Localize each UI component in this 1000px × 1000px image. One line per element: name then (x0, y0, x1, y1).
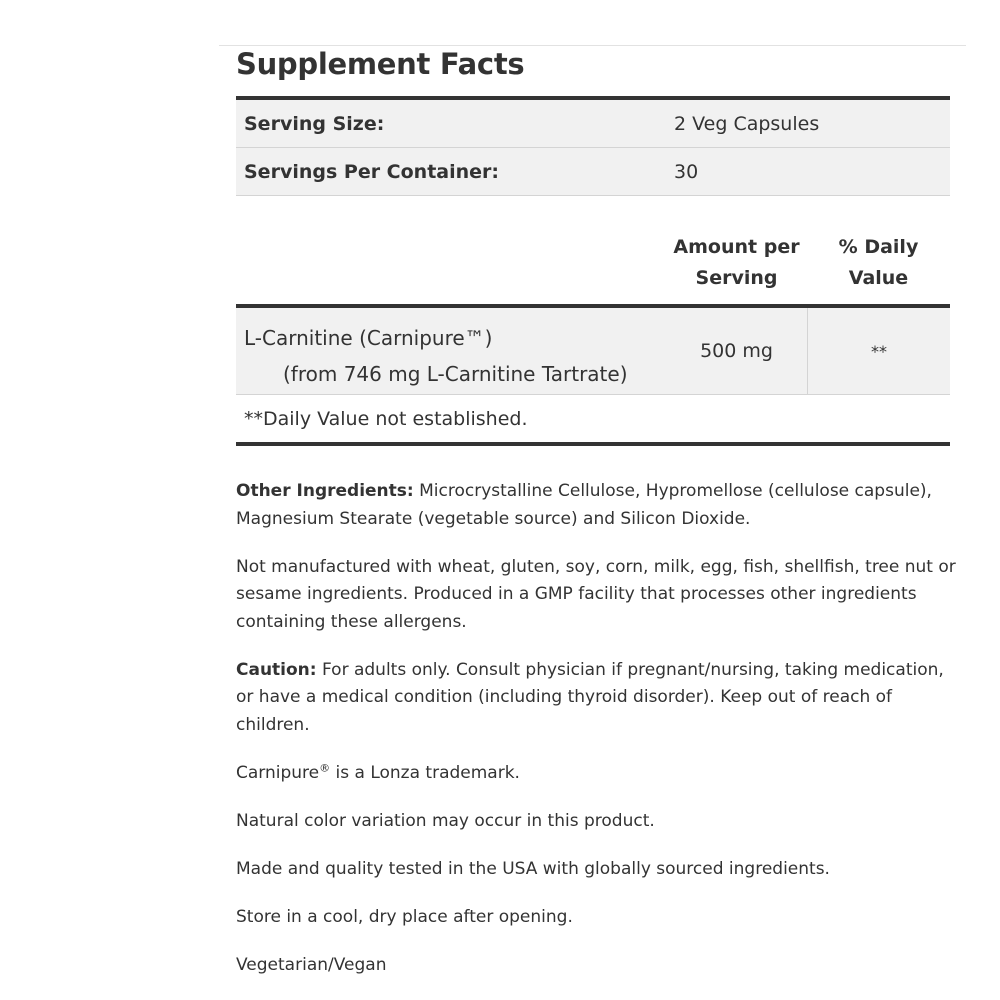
product-details (236, 478, 956, 1000)
serving-size-value: 2 Veg Capsules (674, 112, 820, 135)
header-amount-line1: Amount per (673, 236, 800, 258)
nutrient-amount: 500 mg (700, 340, 773, 362)
header-amount-line2: Serving (695, 267, 778, 289)
header-dv-line1: % Daily (838, 236, 919, 258)
servings-per-container-label: Servings Per Container: (244, 160, 500, 183)
nutrient-name-cell (236, 308, 666, 394)
nutrient-row (236, 308, 950, 394)
nutrient-source: (from 746 mg L-Carnitine Tartrate) (283, 362, 628, 386)
footnote: **Daily Value not established. (244, 407, 528, 430)
allergen-statement: Not manufactured with wheat, gluten, soy, corn, milk, egg, fish, shellfish, tree nut or sesame ingredients. Produced in a GMP facility that processes other ingredients containing these allergens. (236, 556, 956, 632)
serving-size-label: Serving Size: (244, 112, 385, 135)
thick-divider (236, 442, 950, 446)
header-daily-value (807, 232, 950, 294)
trademark-text: is a Lonza trademark. (330, 762, 520, 783)
storage-statement: Store in a cool, dry place after opening. (236, 906, 573, 927)
header-amount-per-serving (666, 232, 807, 294)
other-ingredients (236, 478, 956, 533)
nutrient-daily-value: ** (807, 308, 950, 394)
nutrient-name: L-Carnitine (Carnipure™) (244, 326, 493, 350)
header-dv-line2: Value (848, 267, 909, 289)
registered-mark: ® (319, 760, 331, 774)
other-ingredients-label: Other Ingredients: (236, 481, 414, 501)
other-ingredients-text: Microcrystalline Cellulose, Hypromellose (cellulose capsule), Magnesium Stearate (vegetable source) and Silicon Dioxide. (236, 481, 932, 529)
supplement-facts-panel (236, 44, 950, 446)
caution-statement (236, 657, 956, 740)
caution-text: For adults only. Consult physician if pregnant/nursing, taking medication, or have a medical condition (including thyroid disorder). Keep out of reach of children. (236, 659, 944, 735)
made-in-statement: Made and quality tested in the USA with globally sourced ingredients. (236, 858, 830, 879)
color-variation-note: Natural color variation may occur in this product. (236, 810, 655, 831)
caution-label: Caution: (236, 659, 317, 680)
panel-title: Supplement Facts (236, 47, 525, 81)
trademark-statement (236, 760, 956, 788)
trademark-brand: Carnipure (236, 762, 320, 783)
servings-per-container-row (236, 148, 950, 195)
table-header (236, 196, 950, 304)
serving-size-row (236, 100, 950, 147)
diet-statement: Vegetarian/Vegan (236, 954, 387, 975)
servings-per-container-value: 30 (674, 160, 699, 183)
